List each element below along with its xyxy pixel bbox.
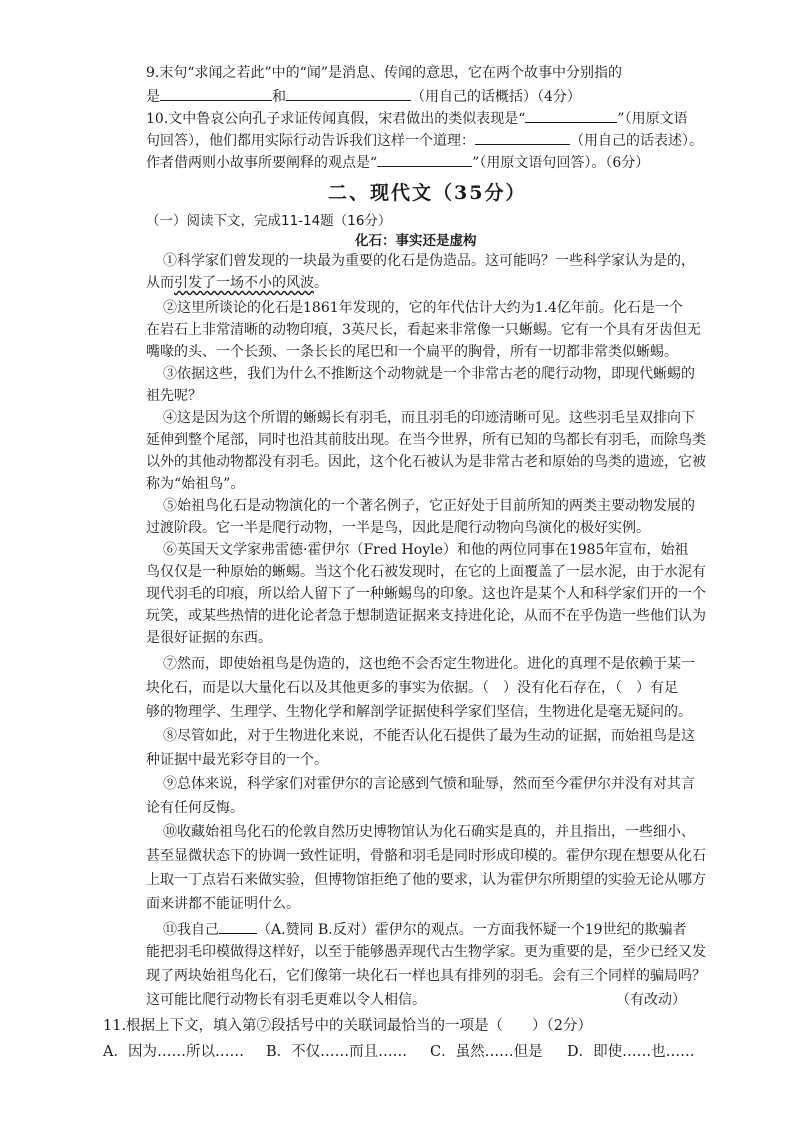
q11-stem: 11.根据上下文，填入第⑦段括号中的关联词最恰当的一项是（ ）（2分）	[103, 1018, 593, 1034]
q11-option-d[interactable]: D．即使……也……	[567, 1044, 695, 1060]
q10-text-e: 作者借两则小故事所要阐释的观点是“	[146, 155, 378, 171]
subsection-instruction: （一）阅读下文，完成11-14题（16分）	[146, 213, 392, 229]
article-line: 玩笑，或某些热情的进化论者急于想制造证据来支持进化论，从而不在乎伪造一些他们认为	[146, 608, 706, 624]
q10-blank-3[interactable]	[377, 151, 472, 167]
q10-line2	[146, 129, 703, 151]
q11-option-c[interactable]: C．虽然……但是	[430, 1044, 543, 1060]
q9-text-a: 是	[146, 89, 160, 105]
article-line: 种证据中最光彩夺目的一个。	[146, 752, 328, 768]
q11-option-a[interactable]: A．因为……所以……	[103, 1044, 244, 1060]
article-line: ⑨总体来说，科学家们对霍伊尔的言论感到气愤和耻辱，然而至今霍伊尔并没有对其言	[163, 776, 695, 792]
article-line: 以外的其他动物都没有羽毛。因此，这个化石被认为是非常古老和原始的鸟类的遗迹，它被	[146, 454, 706, 470]
article-line: 延伸到整个尾部，同时也沿其前肢出现。在当今世界，所有已知的鸟都长有羽毛，而除鸟类	[146, 432, 706, 448]
q9-blank-1[interactable]	[160, 85, 272, 101]
q9-line2	[146, 85, 581, 107]
q10-text-b: ”（用原文语	[617, 111, 688, 127]
article-line: ⑦然而，即使始祖鸟是伪造的，这也绝不会否定生物进化。进化的真理不是依赖于某一	[163, 656, 695, 672]
article-line: ③依据这些，我们为什么不推断这个动物就是一个非常古老的爬行动物，即现代蜥蜴的	[163, 366, 695, 382]
article-line: 块化石，而是以大量化石以及其他更多的事实为依据。（ ）没有化石存在，（ ）有足	[146, 680, 678, 696]
article-line: 现代羽毛的印痕，所以给人留下了一种蜥蜴鸟的印象。这也许是某个人和科学家们开的一个	[146, 586, 706, 602]
article-line: ⑥英国天文学家弗雷德·霍伊尔（Fred Hoyle）和他的两位同事在1985年宣布，始祖	[163, 542, 689, 558]
q11-option-b[interactable]: B．不仅……而且……	[266, 1044, 408, 1060]
q10-text-a: 10.文中鲁哀公向孔子求证传闻真假，宋君做出的类似表现是“	[146, 111, 526, 127]
q9-blank-2[interactable]	[286, 85, 411, 101]
q10-line3	[146, 151, 649, 173]
q9-text-c: （用自己的话概括）（4分）	[411, 89, 581, 105]
q9-text-b: 和	[272, 89, 286, 105]
article-line: 这可能比爬行动物长有羽毛更难以令人相信。	[146, 992, 426, 1008]
article-line: 现了两块始祖鸟化石，它们像第一块化石一样也具有排列的羽毛。会有三个同样的骗局吗？	[146, 968, 706, 984]
article-line: 上取一丁点岩石来做实验，但博物馆拒绝了他的要求，认为霍伊尔所期望的实验无论从哪方	[146, 872, 706, 888]
q10-text-f: ”（用原文语句回答）。（6分）	[472, 155, 650, 171]
underlined-phrase: 引发了一场不小的风波	[174, 275, 314, 291]
article-line: 论有任何反悔。	[146, 800, 244, 816]
article-line: 能把羽毛印模做得这样好，以至于能够愚弄现代古生物学家。更为重要的是，至少已经又发	[146, 944, 706, 960]
article-line: 甚至显微状态下的协调一致性证明，骨骼和羽毛是同时形成印模的。霍伊尔现在想要从化石	[146, 848, 706, 864]
article-line: ②这里所谈论的化石是1861年发现的，它的年代估计大约为1.4亿年前。化石是一个	[163, 300, 683, 316]
article-line: 是很好证据的东西。	[146, 630, 272, 646]
p11-answer-blank[interactable]	[219, 918, 257, 934]
q10-blank-2[interactable]	[475, 129, 570, 145]
article-line: 过渡阶段。它一半是爬行动物，一半是鸟，因此是爬行动物向鸟演化的极好实例。	[146, 520, 650, 536]
article-line: 祖先呢？	[146, 388, 202, 404]
q10-text-d: （用自己的话表述）。	[570, 133, 703, 149]
source-note: （有改动）	[616, 992, 686, 1008]
section-heading: 二、现代文（35分）	[328, 182, 527, 204]
article-line: ①科学家们曾发现的一块最为重要的化石是伪造品。这可能吗？一些科学家认为是的，	[163, 253, 695, 269]
q9-line1: 9.末句“求闻之若此”中的“闻”是消息、传闻的意思，它在两个故事中分别指的	[146, 65, 622, 81]
article-line: ⑤始祖鸟化石是动物演化的一个著名例子，它正好处于目前所知的两类主要动物发展的	[163, 498, 695, 514]
article-line: ④这是因为这个所谓的蜥蜴长有羽毛，而且羽毛的印迹清晰可见。这些羽毛呈双排向下	[163, 410, 695, 426]
article-text: ⑪我自己	[163, 922, 219, 938]
article-line: 面来讲都不能证明什么。	[146, 896, 300, 912]
article-line: ⑩收藏始祖鸟化石的伦敦自然历史博物馆认为化石确实是真的，并且指出，一些细小、	[163, 824, 695, 840]
q10-blank-1[interactable]	[525, 107, 617, 123]
article-title: 化石：事实还是虚构	[355, 233, 477, 249]
article-line-p11	[163, 918, 687, 940]
article-line: 称为“始祖鸟”。	[146, 476, 245, 492]
article-text: （A.赞同 B.反对）霍伊尔的观点。一方面我怀疑一个19世纪的欺骗者	[257, 922, 687, 938]
article-line: ⑧尽管如此，对于生物进化来说，不能否认化石提供了最为生动的证据，而始祖鸟是这	[163, 728, 695, 744]
q10-text-c: 句回答），他们都用实际行动告诉我们这样一个道理：	[146, 133, 475, 149]
article-line: 鸟仅仅是一种原始的蜥蜴。当这个化石被发现时，在它的上面覆盖了一层水泥，由于水泥有	[146, 564, 706, 580]
article-line-underlined	[146, 273, 328, 293]
article-line: 嘴喙的头、一个长颈、一条长长的尾巴和一个扁平的胸骨，所有一切都非常类似蜥蜴。	[146, 344, 678, 360]
article-line: 在岩石上非常清晰的动物印痕，3英尺长，看起来非常像一只蜥蜴。它有一个具有牙齿但无	[146, 322, 701, 338]
article-text: 从而	[146, 275, 174, 291]
article-line: 够的物理学、生理学、生物化学和解剖学证据使科学家们坚信，生物进化是毫无疑问的。	[146, 704, 692, 720]
article-text: 。	[314, 275, 328, 291]
q10-line1	[146, 107, 688, 129]
